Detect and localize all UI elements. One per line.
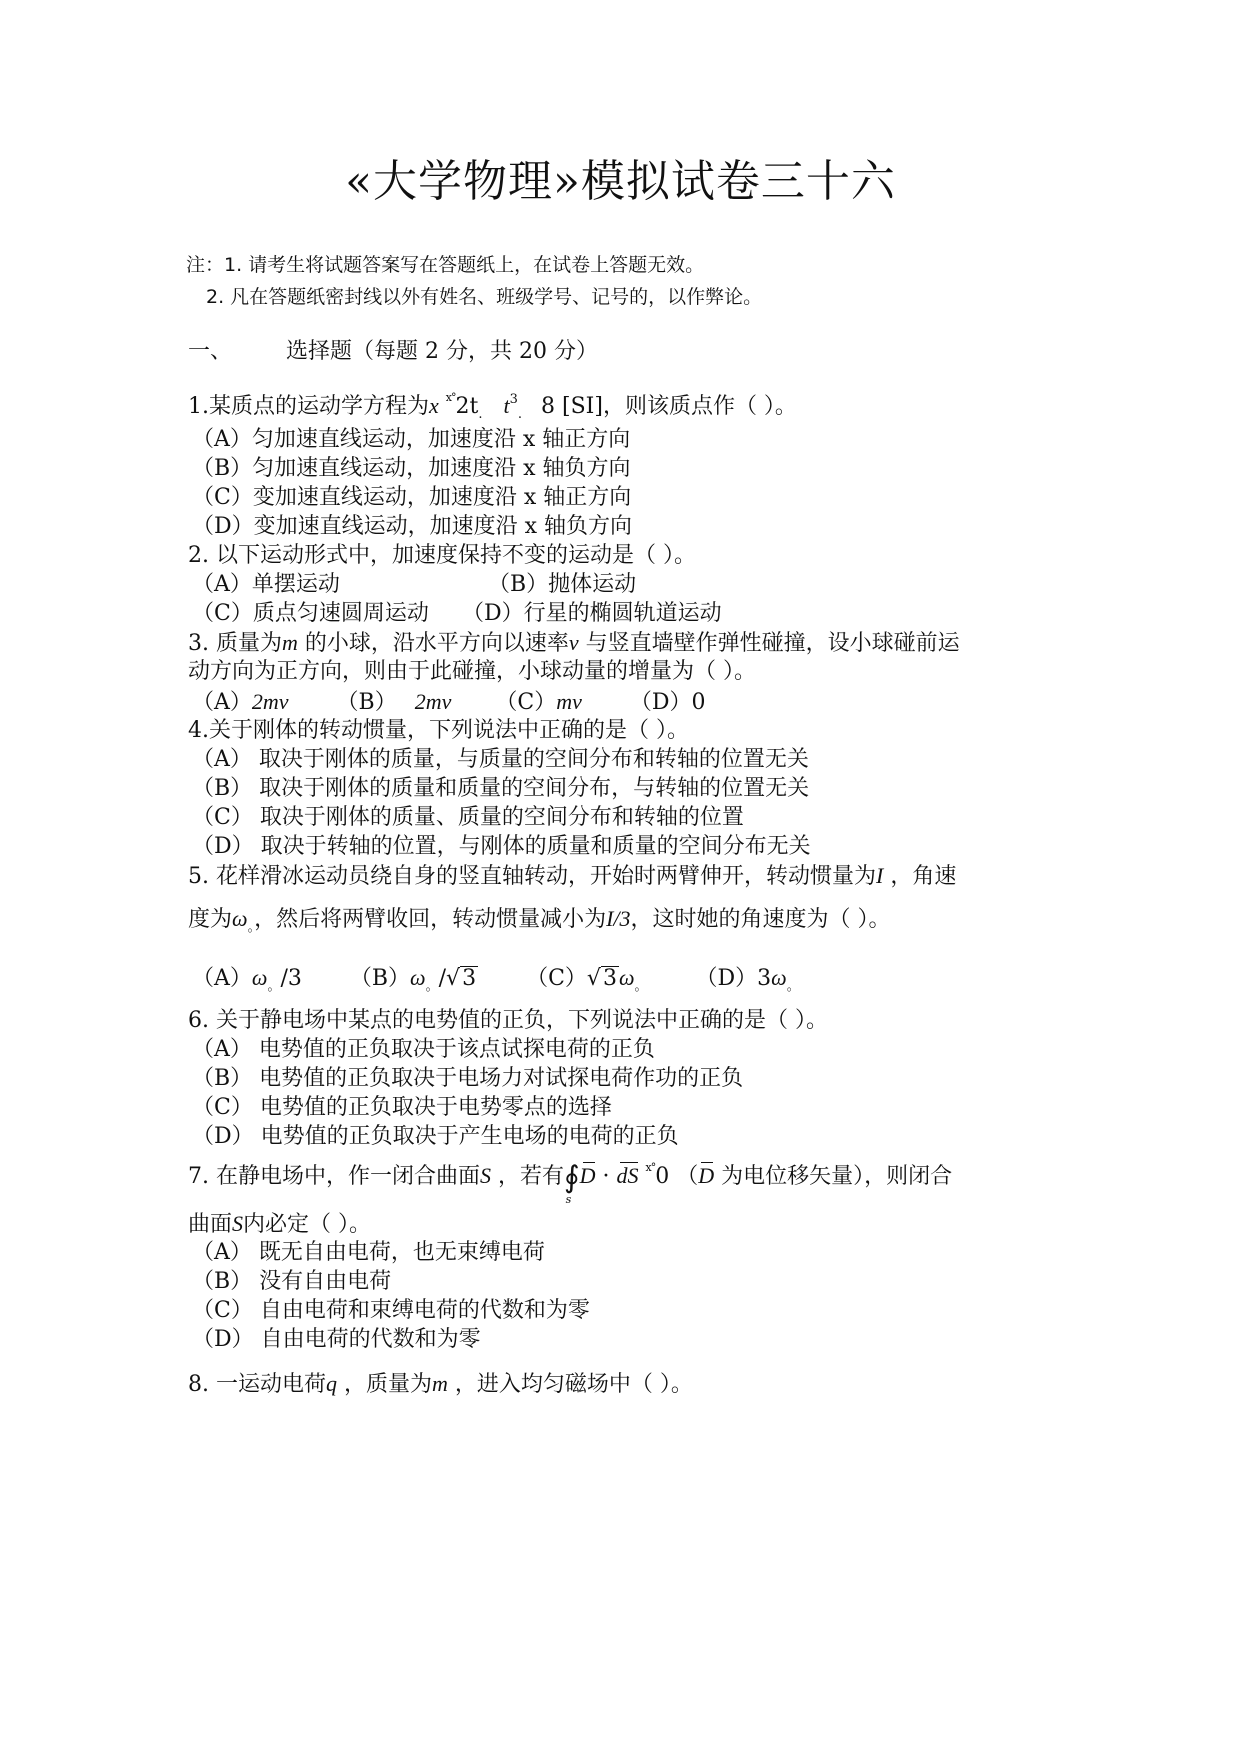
question-6-option-c: （C） 电势值的正负取决于电势零点的选择 (192, 1095, 612, 1120)
question-3-options: （A）2mv （B） 2mv （C）mv （D）0 (192, 689, 706, 715)
section-title: 选择题（每题 2 分，共 20 分） (286, 339, 598, 364)
question-5-stem-line-2: 度为$\omega_。$，然后将两臂收回，转动惯量减小为I/3，这时她的角速度为（ ）。 (188, 906, 891, 935)
question-4-option-a: （A） 取决于刚体的质量，与质量的空间分布和转轴的位置无关 (192, 747, 809, 772)
question-6-option-b: （B） 电势值的正负取决于电场力对试探电荷作功的正负 (192, 1066, 744, 1091)
note-line-1: 注：1. 请考生将试题答案写在答题纸上，在试卷上答题无效。 (186, 254, 705, 276)
vector-ds: dS (617, 1160, 639, 1192)
question-6-option-a: （A） 电势值的正负取决于该点试探电荷的正负 (192, 1037, 655, 1062)
question-1-option-c: （C）变加速直线运动，加速度沿 x 轴正方向 (192, 485, 632, 510)
question-1-option-d: （D）变加速直线运动，加速度沿 x 轴负方向 (192, 514, 633, 539)
question-6-option-d: （D） 电势值的正负取决于产生电场的电荷的正负 (192, 1124, 679, 1149)
question-1-stem: 1.某质点的运动学方程为x $^{x^\circ}2t_.$ $t^3_.$ 8 [SI]，则该质点作（ ）。 (188, 391, 797, 422)
question-5-stem: 5. 花样滑冰运动员绕自身的竖直轴转动，开始时两臂伸开，转动惯量为I ，角速 (188, 863, 957, 889)
section-heading (188, 336, 598, 368)
question-7-option-c: （C） 自由电荷和束缚电荷的代数和为零 (192, 1298, 590, 1323)
garbled-symbol: x° (645, 1161, 656, 1174)
question-7-option-d: （D） 自由电荷的代数和为零 (192, 1327, 481, 1352)
question-7-option-a: （A） 既无自由电荷，也无束缚电荷 (192, 1240, 545, 1265)
question-2-option-a: （A）单摆运动 (192, 572, 340, 597)
question-3-stem: 3. 质量为m 的小球，沿水平方向以速率v 与竖直墙壁作弹性碰撞，设小球碰前运 (188, 630, 960, 656)
question-2-stem: 2. 以下运动形式中，加速度保持不变的运动是（ ）。 (188, 543, 696, 568)
question-7-option-b: （B） 没有自由电荷 (192, 1269, 392, 1294)
question-2-option-b: （B）抛体运动 (488, 572, 637, 597)
question-6-stem: 6. 关于静电场中某点的电势值的正负，下列说法中正确的是（ ）。 (188, 1008, 828, 1033)
question-4-option-b: （B） 取决于刚体的质量和质量的空间分布，与转轴的位置无关 (192, 776, 810, 801)
page-title: «大学物理»模拟试卷三十六 (345, 156, 896, 207)
garbled-symbol: x° (445, 391, 456, 404)
question-7-stem: 7. 在静电场中，作一闭合曲面S ，若有∮ s D · dS $^{x^\circ}$0 （D 为电位移矢量），则闭合 (188, 1160, 953, 1206)
vector-d: D (580, 1160, 596, 1192)
question-4-option-c: （C） 取决于刚体的质量、质量的空间分布和转轴的位置 (192, 805, 744, 830)
question-1-option-b: （B）匀加速直线运动，加速度沿 x 轴负方向 (192, 456, 631, 481)
question-2-option-d: （D）行星的椭圆轨道运动 (462, 601, 722, 626)
question-1-option-a: （A）匀加速直线运动，加速度沿 x 轴正方向 (192, 427, 631, 452)
question-8-stem: 8. 一运动电荷q ，质量为m ，进入均匀磁场中（ ）。 (188, 1371, 693, 1397)
question-2-option-c: （C）质点匀速圆周运动 (192, 601, 429, 626)
question-3-stem-line-2: 动方向为正方向，则由于此碰撞，小球动量的增量为（ ）。 (188, 659, 756, 684)
question-4-option-d: （D） 取决于转轴的位置，与刚体的质量和质量的空间分布无关 (192, 834, 811, 859)
section-number: 一、 (188, 339, 233, 364)
closed-integral-symbol: ∮ (564, 1160, 580, 1195)
question-4-stem: 4.关于刚体的转动惯量，下列说法中正确的是（ ）。 (188, 718, 689, 743)
question-7-stem-line-2: 曲面S内必定（ ）。 (188, 1211, 372, 1237)
vector-d-2: D (698, 1160, 714, 1192)
note-line-2: 2. 凡在答题纸密封线以外有姓名、班级学号、记号的，以作弊论。 (206, 286, 763, 308)
question-5-options: $(A)\omega_。/3$ $(B)\omega_。/√3$ $(C)√3\omega_。$ $(D)3\omega_。$ (192, 965, 800, 994)
